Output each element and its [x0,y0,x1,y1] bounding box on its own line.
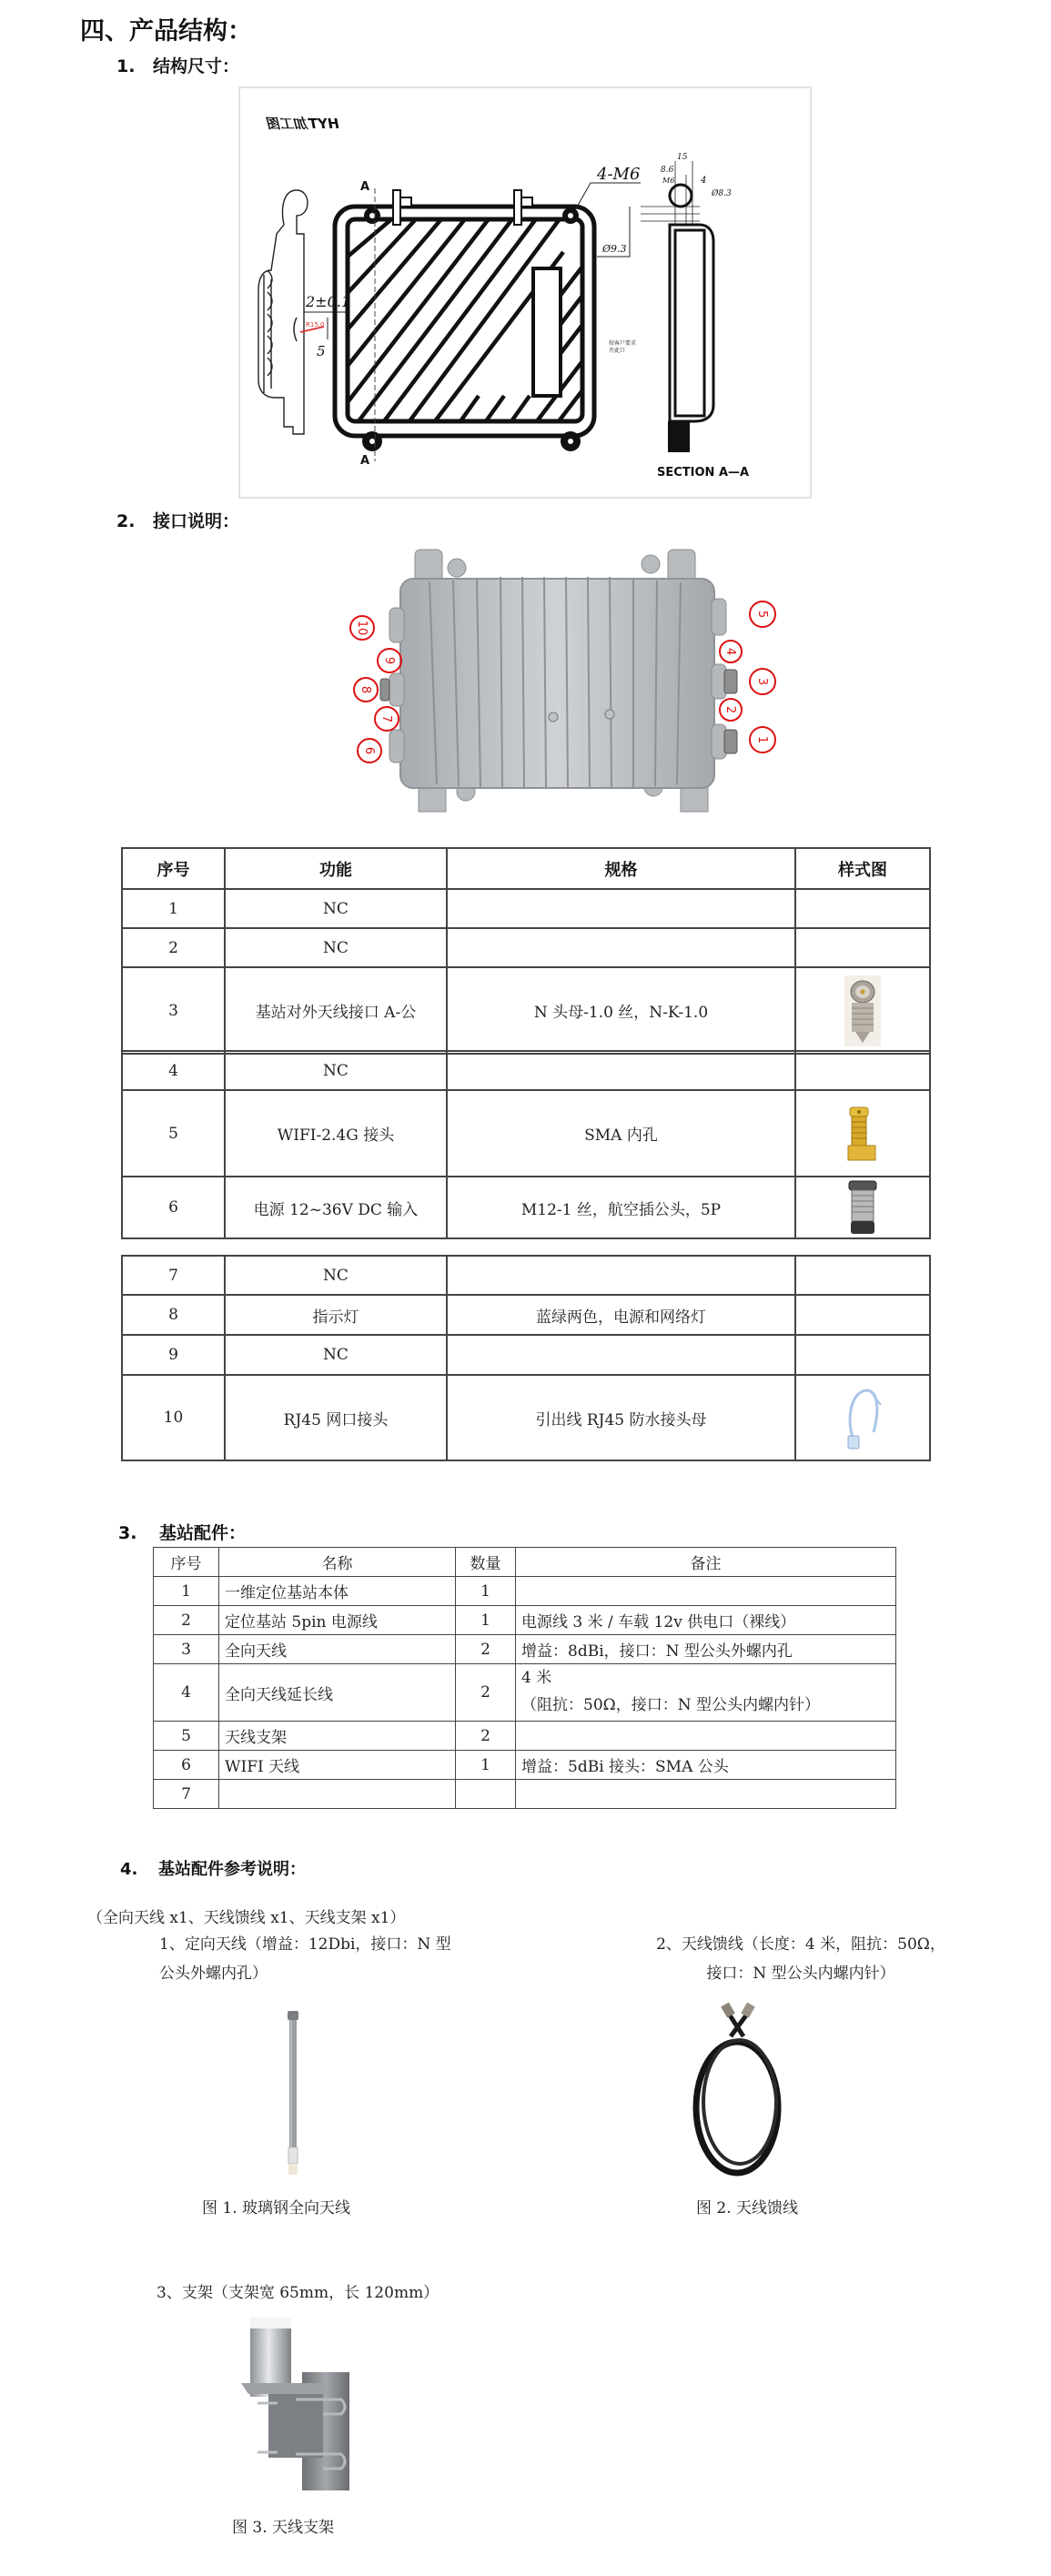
row-no: 2 [154,1606,219,1635]
row-no: 3 [122,967,225,1054]
svg-text:2: 2 [723,705,737,714]
structure-heading-text: 结构尺寸： [153,56,240,76]
svg-text:4: 4 [723,647,737,656]
row-function: NC [225,1335,447,1375]
accessories-heading [118,1520,246,1544]
row-image [795,967,930,1054]
antenna-feeder-cable-icon [687,2000,787,2182]
row-qty: 1 [456,1577,516,1606]
reference-item-2-line2: 接口：N 型公头内螺内针） [706,1965,895,1983]
table-row [122,1090,930,1177]
row-note: 增益：5dBi 接头：SMA 公头 [516,1751,896,1780]
row-qty [456,1780,516,1809]
row-qty: 1 [456,1606,516,1635]
row-name: 定位基站 5pin 电源线 [219,1606,456,1635]
header-qty: 数量 [456,1548,516,1577]
svg-text:按客户要求: 按客户要求 [609,340,637,347]
svg-text:5: 5 [755,610,769,619]
svg-text:8.6: 8.6 [661,166,674,175]
table-row [122,1295,930,1335]
table-row [122,928,930,967]
row-no: 6 [122,1177,225,1238]
reference-intro: （全向天线 x1、天线馈线 x1、天线支架 x1） [87,1909,406,1927]
row-image [795,1375,930,1460]
table-row [154,1780,896,1809]
table-row [154,1751,896,1780]
reference-heading [120,1856,306,1880]
row-spec [447,1335,795,1375]
accessories-heading-text: 基站配件： [159,1523,247,1543]
row-note-line1: 4 米 [521,1669,552,1687]
row-name [219,1780,456,1809]
svg-text:7: 7 [379,714,393,723]
reference-heading-text: 基站配件参考说明： [158,1860,306,1879]
row-spec [447,1256,795,1295]
interface-table-part2 [121,1255,931,1461]
header-no: 序号 [122,848,225,889]
m12-aviation-plug-icon [847,1179,878,1236]
sma-connector-icon [844,1102,881,1166]
row-qty: 2 [456,1635,516,1664]
row-name: 一维定位基站本体 [219,1577,456,1606]
reference-heading-num: 4. [120,1860,138,1879]
svg-text:10: 10 [355,620,369,636]
row-spec: 引出线 RJ45 防水接头母 [447,1375,795,1460]
table-row [154,1606,896,1635]
technical-drawing-icon [240,88,810,497]
rj45-cable-icon [843,1385,883,1450]
interface-table-part1-cont [121,1050,931,1239]
reference-item-1-line1: 1、定向天线（增益：12Dbi，接口：N 型 [159,1935,451,1954]
svg-text:SECTION A—A: SECTION A—A [657,466,750,480]
row-image [795,889,930,928]
figure-2-caption: 图 2. 天线馈线 [696,2199,799,2217]
svg-text:4-M6: 4-M6 [597,165,641,184]
table-row [122,1051,930,1090]
row-image [795,928,930,967]
row-name: 全向天线延长线 [219,1664,456,1722]
table-row [154,1722,896,1751]
svg-text:15: 15 [677,153,688,162]
row-name: WIFI 天线 [219,1751,456,1780]
structure-drawing [238,86,812,499]
svg-text:A: A [360,180,370,194]
row-function: NC [225,928,447,967]
table-row [122,1335,930,1375]
row-no: 8 [122,1295,225,1335]
row-no: 7 [122,1256,225,1295]
svg-text:Ø9.3: Ø9.3 [602,243,627,255]
row-no: 10 [122,1375,225,1460]
table-row [154,1635,896,1664]
table-row [122,967,930,1054]
row-name: 天线支架 [219,1722,456,1751]
row-no: 1 [154,1577,219,1606]
structure-heading-num: 1. [116,56,136,76]
svg-text:M6: M6 [662,177,675,185]
row-note-line2: （阻抗：50Ω，接口：N 型公头内螺内针） [521,1696,821,1714]
row-spec [447,889,795,928]
table-row [122,1177,930,1238]
row-no: 3 [154,1635,219,1664]
svg-text:9: 9 [382,656,396,665]
row-note: 增益：8dBi，接口：N 型公头外螺内孔 [516,1635,896,1664]
row-no: 6 [154,1751,219,1780]
accessories-table-header [154,1548,896,1577]
svg-text:Ø8.3: Ø8.3 [712,189,732,198]
interface-table-part1 [121,847,931,1055]
reference-item-2 [619,1930,983,1988]
drawing-mirror-label: HYT加工图 [268,116,339,132]
interfaces-heading-num: 2. [116,511,136,531]
header-function: 功能 [225,848,447,889]
interfaces-heading [116,508,239,532]
row-qty: 1 [456,1751,516,1780]
row-no: 5 [122,1090,225,1177]
row-no: 1 [122,889,225,928]
svg-text:5: 5 [317,343,326,359]
svg-text:1: 1 [755,735,769,744]
row-note [516,1780,896,1809]
header-no: 序号 [154,1548,219,1577]
row-image [795,1051,930,1090]
row-no: 4 [154,1664,219,1722]
row-spec [447,928,795,967]
n-female-connector-icon [843,975,883,1046]
header-name: 名称 [219,1548,456,1577]
table-row [154,1664,896,1722]
svg-text:6: 6 [362,746,376,755]
row-spec: SMA 内孔 [447,1090,795,1177]
row-spec: N 头母-1.0 丝，N-K-1.0 [447,967,795,1054]
row-function: RJ45 网口接头 [225,1375,447,1460]
antenna-bracket-icon [241,2318,350,2490]
row-function: WIFI-2.4G 接头 [225,1090,447,1177]
fiberglass-antenna-icon [282,2011,304,2179]
section-title: 四、产品结构： [80,17,252,45]
table-row [154,1577,896,1606]
row-no: 9 [122,1335,225,1375]
row-spec: 蓝绿两色，电源和网络灯 [447,1295,795,1335]
row-no: 2 [122,928,225,967]
svg-text:2±0.1: 2±0.1 [306,293,351,310]
row-note [516,1722,896,1751]
table-row [122,1375,930,1460]
interface-table-header [122,848,930,889]
row-image [795,1335,930,1375]
row-note [516,1577,896,1606]
svg-text:3: 3 [755,677,769,686]
row-no: 7 [154,1780,219,1809]
row-no: 5 [154,1722,219,1751]
row-function: 电源 12~36V DC 输入 [225,1177,447,1238]
base-station-device-icon [337,528,810,833]
interfaces-heading-text: 接口说明： [153,511,240,531]
accessories-table [153,1547,896,1809]
structure-heading [116,53,239,77]
reference-item-2-line1: 2、天线馈线（长度：4 米，阻抗：50Ω， [656,1935,945,1954]
row-function: NC [225,1051,447,1090]
row-image [795,1256,930,1295]
row-function: 指示灯 [225,1295,447,1335]
svg-text:A: A [360,454,370,468]
header-image: 样式图 [795,848,930,889]
svg-text:8: 8 [359,685,372,694]
row-spec [447,1051,795,1090]
reference-item-3: 3、支架（支架宽 65mm，长 120mm） [157,2284,440,2302]
device-photo [337,528,810,833]
row-note [516,1664,896,1722]
row-spec: M12-1 丝，航空插公头，5P [447,1177,795,1238]
row-no: 4 [122,1051,225,1090]
accessories-heading-num: 3. [118,1523,137,1543]
header-note: 备注 [516,1548,896,1577]
row-qty: 2 [456,1722,516,1751]
figure-1-caption: 图 1. 玻璃钢全向天线 [202,2199,351,2217]
svg-text:R15.0: R15.0 [306,321,325,328]
reference-item-1 [159,1930,451,1988]
reference-item-1-line2: 公头外螺内孔） [159,1965,268,1983]
figure-3-caption: 图 3. 天线支架 [232,2519,335,2537]
row-image [795,1295,930,1335]
svg-text:4: 4 [701,176,707,186]
row-name: 全向天线 [219,1635,456,1664]
header-spec: 规格 [447,848,795,889]
row-function: NC [225,1256,447,1295]
row-function: NC [225,889,447,928]
row-image [795,1090,930,1177]
table-row [122,1256,930,1295]
table-row [122,889,930,928]
row-function: 基站对外天线接口 A-公 [225,967,447,1054]
row-image [795,1177,930,1238]
row-qty: 2 [456,1664,516,1722]
svg-text:开此口: 开此口 [609,348,626,354]
row-note: 电源线 3 米 / 车载 12v 供电口（裸线） [516,1606,896,1635]
